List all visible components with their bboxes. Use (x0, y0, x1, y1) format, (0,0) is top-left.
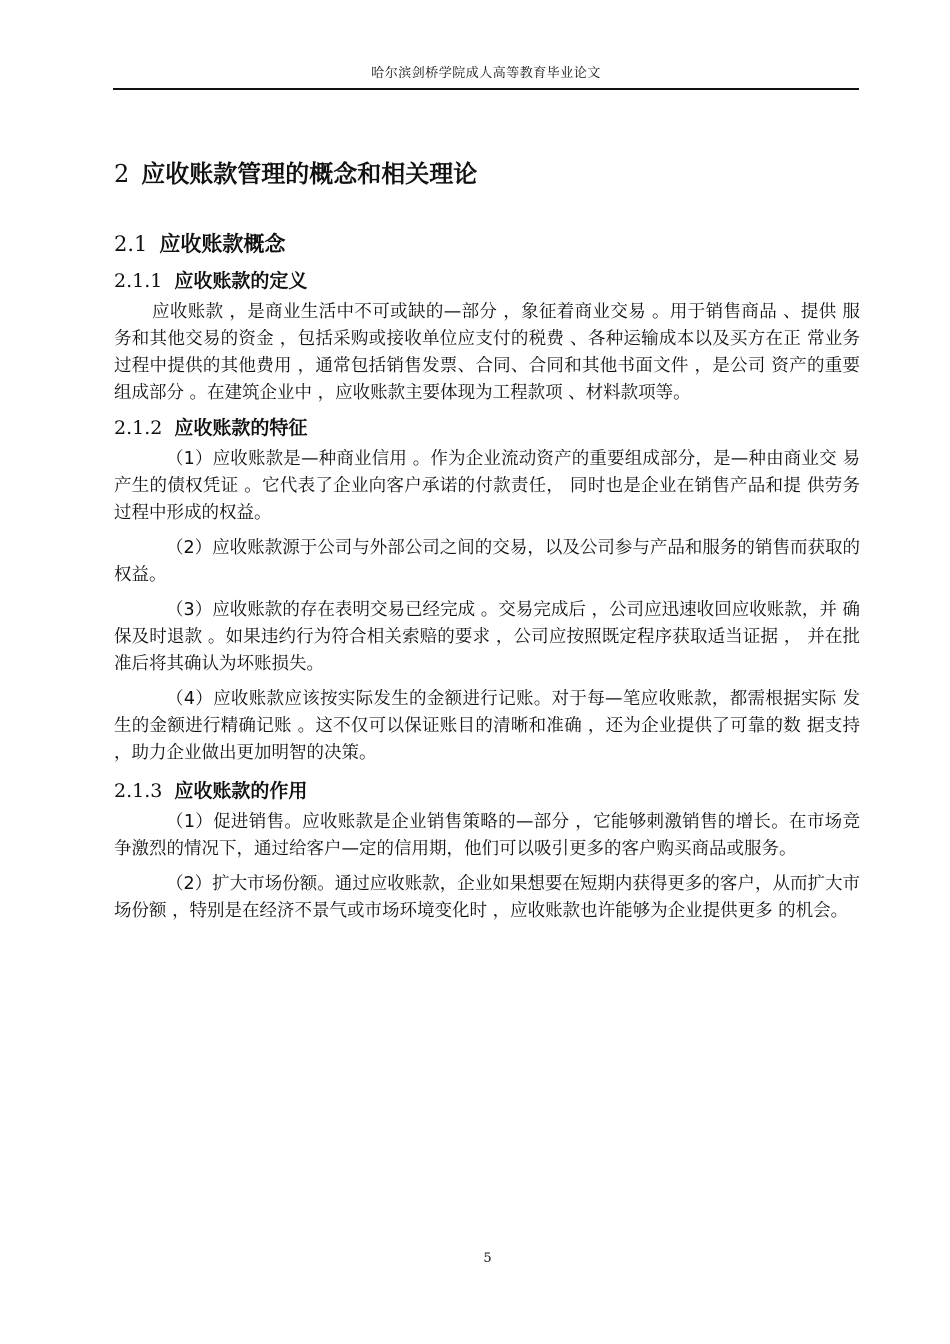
page-body (114, 153, 860, 931)
paragraph-definition: 应收账款 ，是商业生活中不可或缺的—部分 ，象征着商业交易 。用于销售商品 、提供 服务和其他交易的资金 ，包括采购或接收单位应支付的税费 、各种运输成本以及买方在正 常业务过程中提供的其他费用 ，通常包括销售发票、合同、合同和其他书面文件 ，是公司 资产的重要组成部分 。在建筑企业中 ，应收账款主要体现为工程款项 、材料款项等。 (114, 302, 860, 403)
chapter-title: 应收账款管理的概念和相关理论 (141, 160, 478, 188)
section-number: 2.1.3 (114, 780, 163, 802)
section-title: 应收账款概念 (159, 232, 286, 256)
running-header: 哈尔滨剑桥学院成人高等教育毕业论文 (371, 66, 601, 81)
section-title: 应收账款的作用 (174, 780, 308, 802)
section-heading-2-1-1 (114, 265, 860, 297)
section-heading-2-1-3 (114, 775, 860, 807)
paragraph-feature-1: （1）应收账款是—种商业信用 。作为企业流动资产的重要组成部分，是—种由商业交 易产生的债权凭证 。它代表了企业向客户承诺的付款责任， 同时也是企业在销售产品和提 供劳务过程中形成的权益。 (114, 449, 860, 523)
header-rule (113, 88, 859, 90)
paragraph-function-1: （1）促进销售。应收账款是企业销售策略的—部分 ，它能够刺激销售的增长。在市场竞争激烈的情况下，通过给客户—定的信用期，他们可以吸引更多的客户购买商品或服务。 (114, 812, 860, 859)
paragraph-function-2: （2）扩大市场份额。通过应收账款，企业如果想要在短期内获得更多的客户，从而扩大市场份额 ，特别是在经济不景气或市场环境变化时 ，应收账款也许能够为企业提供更多 的机会。 (114, 874, 860, 921)
paragraph-feature-2: （2）应收账款源于公司与外部公司之间的交易，以及公司参与产品和服务的销售而获取的权益。 (114, 538, 860, 585)
page-number: 5 (483, 1251, 492, 1266)
paragraph-feature-3: （3）应收账款的存在表明交易已经完成 。交易完成后 ，公司应迅速收回应收账款，并 确保及时退款 。如果违约行为符合相关索赔的要求 ，公司应按照既定程序获取适当证据 ， 并在批准后将其确认为坏账损失。 (114, 600, 860, 674)
chapter-heading (114, 153, 860, 195)
paragraph-feature-4: （4）应收账款应该按实际发生的金额进行记账。对于每—笔应收账款，都需根据实际 发生的金额进行精确记账 。这不仅可以保证账目的清晰和准确 ，还为企业提供了可靠的数 据支持 ，助力企业做出更加明智的决策。 (114, 689, 860, 763)
section-heading-2-1-2 (114, 412, 860, 444)
section-heading-2-1 (114, 227, 860, 261)
section-title: 应收账款的定义 (174, 270, 308, 292)
section-number: 2.1.2 (114, 417, 163, 439)
section-number: 2.1.1 (114, 270, 163, 292)
section-number: 2.1 (114, 232, 148, 256)
section-title: 应收账款的特征 (174, 417, 308, 439)
chapter-number: 2 (114, 160, 130, 188)
